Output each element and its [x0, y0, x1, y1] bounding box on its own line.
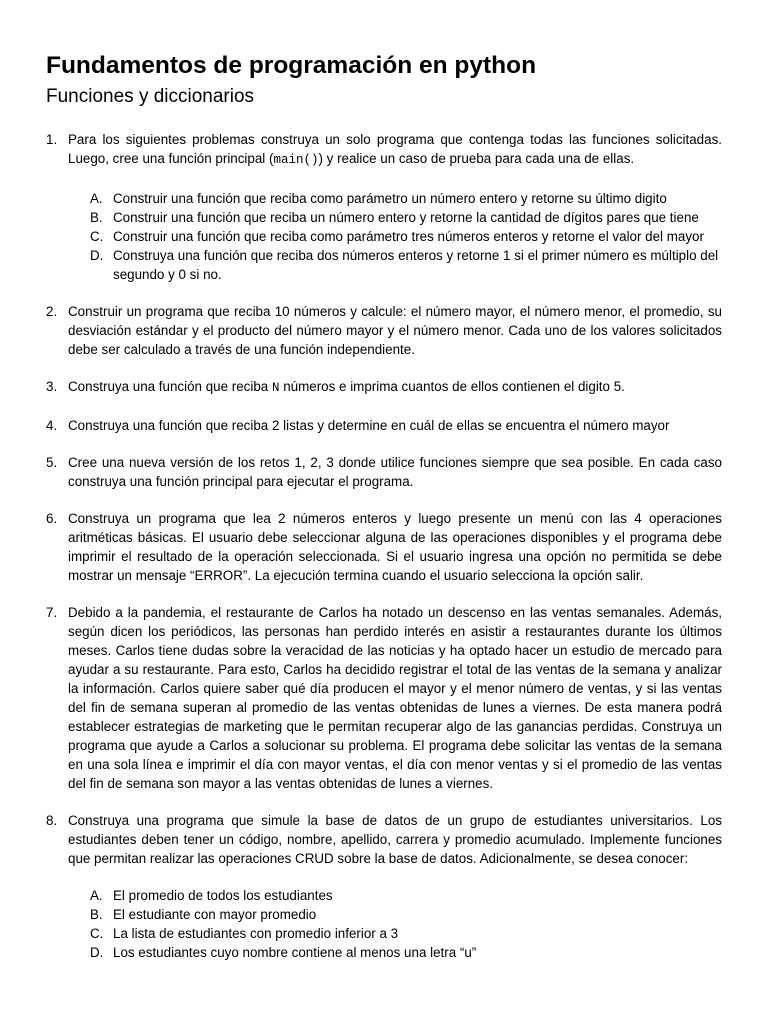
sub-letter: D.: [90, 945, 104, 960]
exercise-item-8: [46, 811, 722, 962]
sub-item: [90, 189, 722, 208]
exercise-number: 6.: [46, 511, 58, 526]
sub-list: [68, 189, 722, 284]
exercise-text: Construya una función que reciba: [68, 379, 272, 394]
sub-letter: B.: [90, 907, 103, 922]
sub-letter: A.: [90, 888, 103, 903]
sub-text: Construya una función que reciba dos números enteros y retorne 1 si el primer número es múltiplo del segundo y 0 si no.: [113, 248, 719, 282]
sub-text: Construir una función que reciba como parámetro un número entero y retorne su último digito: [113, 191, 667, 206]
sub-text: El estudiante con mayor promedio: [113, 907, 317, 922]
exercise-text: Cree una nueva versión de los retos 1, 2, 3 donde utilice funciones siempre que sea posible. En cada caso construya una función principal para ejecutar el programa.: [68, 455, 722, 489]
sub-item: [90, 227, 722, 246]
sub-item: [90, 924, 722, 943]
exercise-text: Para los siguientes problemas construya un solo programa que contenga todas las funciones solicitadas. Luego, cree una función principal (: [68, 132, 722, 166]
exercise-number: 3.: [46, 379, 58, 394]
exercise-item-2: [46, 302, 722, 359]
exercise-number: 7.: [46, 605, 58, 620]
exercise-item-7: [46, 603, 722, 793]
code-snippet: main(): [273, 153, 319, 167]
sub-letter: A.: [90, 191, 103, 206]
sub-letter: D.: [90, 248, 104, 263]
exercise-number: 1.: [46, 132, 58, 147]
exercise-number: 2.: [46, 304, 58, 319]
sub-letter: C.: [90, 926, 104, 941]
exercise-item-1: [46, 130, 722, 284]
exercise-text: Construya una función que reciba 2 listas y determine en cuál de ellas se encuentra el número mayor: [68, 418, 670, 433]
exercise-item-5: [46, 453, 722, 491]
sub-letter: C.: [90, 229, 104, 244]
exercise-text: Construya un programa que lea 2 números enteros y luego presente un menú con las 4 operaciones aritméticas básicas. El usuario debe seleccionar alguna de las operaciones disponibles y el programa debe imprimir el resultado de la operación seleccionada. Si el usuario ingresa una opción no permitida se debe mostrar un mensaje “ERROR”. La ejecución termina cuando el usuario selecciona la opción salir.: [68, 511, 722, 583]
code-snippet: N: [271, 381, 280, 395]
sub-letter: B.: [90, 210, 103, 225]
sub-item: [90, 208, 722, 227]
exercise-number: 8.: [46, 813, 58, 828]
exercise-text: Construya una programa que simule la base de datos de un grupo de estudiantes universitarios. Los estudiantes deben tener un código, nombre, apellido, carrera y promedio acumulado. Implemente funciones que permitan realizar las operaciones CRUD sobre la base de datos. Adicionalmente, se desea conocer:: [68, 813, 722, 866]
sub-list: [68, 886, 722, 962]
sub-item: [90, 886, 722, 905]
sub-text: Construir una función que reciba como parámetro tres números enteros y retorne el valor del mayor: [113, 229, 704, 244]
sub-text: El promedio de todos los estudiantes: [113, 888, 333, 903]
exercise-text: números e imprima cuantos de ellos contienen el digito 5.: [279, 379, 625, 394]
sub-item: [90, 943, 722, 962]
exercise-number: 5.: [46, 455, 58, 470]
sub-item: [90, 905, 722, 924]
exercise-text: Construir un programa que reciba 10 números y calcule: el número mayor, el número menor, el promedio, su desviación estándar y el producto del número mayor y el número menor. Cada uno de los valores solicitados debe ser calculado a través de una función independiente.: [68, 304, 722, 357]
exercise-item-6: [46, 509, 722, 585]
exercise-text: ) y realice un caso de prueba para cada una de ellas.: [318, 151, 635, 166]
sub-text: La lista de estudiantes con promedio inferior a 3: [113, 926, 399, 941]
sub-text: Los estudiantes cuyo nombre contiene al menos una letra “u”: [113, 945, 477, 960]
exercise-text: Debido a la pandemia, el restaurante de Carlos ha notado un descenso en las ventas semanales. Además, según dicen los periódicos, las personas han perdido interés en asistir a restaurantes durante los últimos meses. Carlos tiene dudas sobre la veracidad de las noticias y ha optado hacer un estudio de mercado para ayudar a su restaurante. Para esto, Carlos ha decidido registrar el total de las ventas de la semana y analizar la información. Carlos quiere saber qué día producen el mayor y el menor número de ventas, y si las ventas del fin de semana superan al promedio de las ventas obtenidas de lunes a viernes. De esta manera podrá establecer estrategias de marketing que le permitan recuperar algo de las ganancias perdidas. Construya un programa que ayude a Carlos a solucionar su problema. El programa debe solicitar las ventas de la semana en una sola línea e imprimir el día con mayor ventas, el día con menor ventas y si el promedio de las ventas del fin de semana son mayor a las ventas obtenidas de lunes a viernes.: [68, 605, 722, 791]
document-title: Fundamentos de programación en python: [46, 52, 537, 79]
exercise-item-4: [46, 416, 722, 435]
exercise-list: [46, 130, 722, 962]
exercise-number: 4.: [46, 418, 58, 433]
sub-item: [90, 246, 722, 284]
document-subtitle: Funciones y diccionarios: [46, 86, 255, 107]
sub-text: Construir una función que reciba un número entero y retorne la cantidad de dígitos pares que tiene: [113, 210, 699, 225]
exercise-item-3: [46, 377, 722, 398]
